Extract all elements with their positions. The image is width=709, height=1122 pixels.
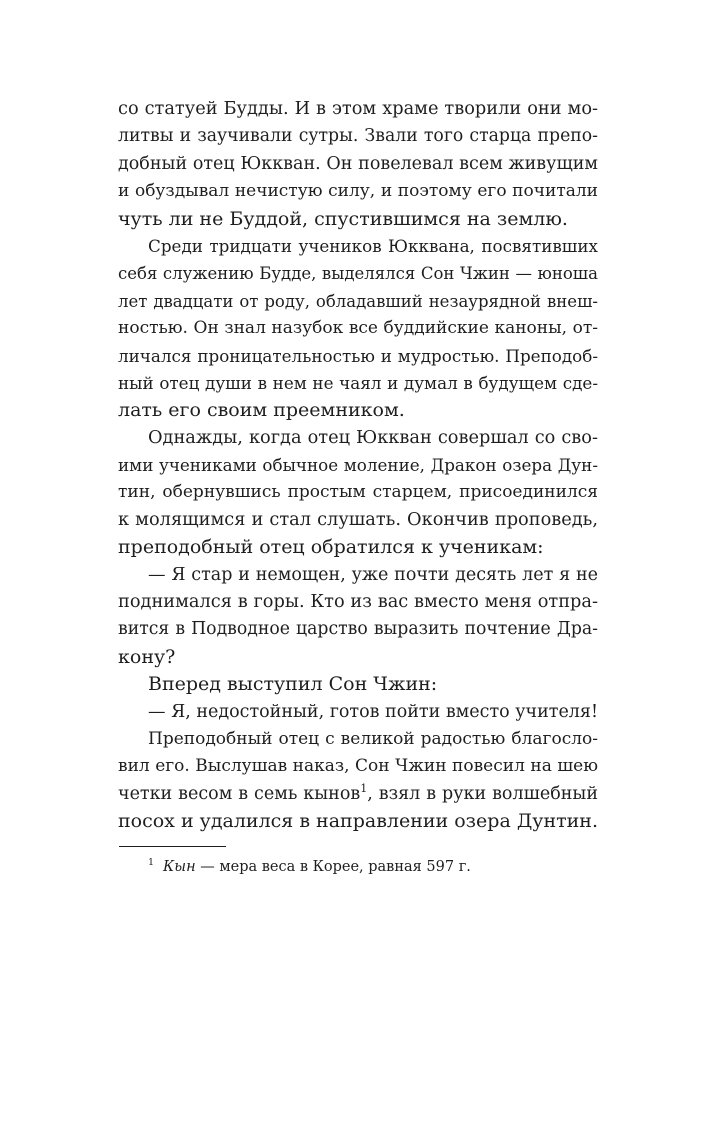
text-line: ный отец души в нем не чаял и думал в будущем сде- [118, 372, 598, 393]
text-line: тин, обернувшись простым старцем, присоединился [118, 482, 598, 503]
text-line: вится в Подводное царство выразить почтение Дра- [118, 619, 598, 640]
text-line: Среди тридцати учеников Юкквaна, посвятивших [148, 235, 598, 256]
footnote-reference: 1 [360, 781, 368, 795]
text-line: вил его. Выслушав наказ, Сон Чжин повесил на шею [118, 756, 598, 777]
text-span: , взял в руки волшебный [367, 783, 598, 804]
text-line [118, 781, 598, 808]
text-line: Однажды, когда отец Юкквaн совершал со сво- [148, 427, 598, 448]
text-line: себя служению Будде, выделялся Сон Чжин — юноша [118, 264, 598, 284]
text-line: к молящимся и стал слушать. Окончив проповедь, [118, 509, 598, 530]
text-line: лать его своим преемником. [118, 399, 405, 422]
footnote-term: Кын [163, 859, 196, 875]
text-line: литвы и заучивали сутры. Звали того старца препо- [118, 126, 598, 147]
text-line: и обуздывал нечистую силу, и поэтому его почитали [118, 181, 598, 202]
text-line: поднимался в горы. Кто из вас вместо меня отпра- [118, 592, 598, 613]
text-line: лет двадцати от роду, обладавший незаурядной внеш- [118, 291, 598, 311]
text-line: Вперед выступил Сон Чжин: [148, 673, 438, 696]
main-text [118, 96, 598, 836]
text-line: посох и удалился в направлении озера Дунтин. [118, 810, 598, 833]
text-line: — Я стар и немощен, уже почти десять лет я не [148, 564, 598, 585]
footnote-text: — мера веса в Корее, равная 597 г. [195, 859, 471, 875]
text-line: преподобный отец обратился к ученикам: [118, 536, 544, 559]
text-line: ностью. Он знал назубок все буддийские каноны, от- [118, 318, 598, 339]
footnote-divider [119, 846, 226, 847]
text-line: добный отец Юкквaн. Он повелевал всем живущим [118, 153, 598, 174]
footnote-mark: 1 [148, 857, 155, 869]
text-line: Преподобный отец с великой радостью благосло- [148, 728, 598, 749]
text-line: чуть ли не Буддой, спустившимся на землю. [118, 207, 568, 230]
text-line: со статуей Будды. И в этом храме творили они мо- [118, 99, 598, 119]
text-line: — Я, недостойный, готов пойти вместо учителя! [148, 701, 598, 722]
text-span: четки весом в семь кынов [118, 783, 361, 804]
text-line: кону? [118, 645, 176, 668]
footnote [148, 857, 471, 877]
text-line: ими учениками обычное моление, Дракон озера Дун- [118, 455, 598, 476]
text-line: личался проницательностью и мудростью. Преподоб- [118, 345, 598, 366]
